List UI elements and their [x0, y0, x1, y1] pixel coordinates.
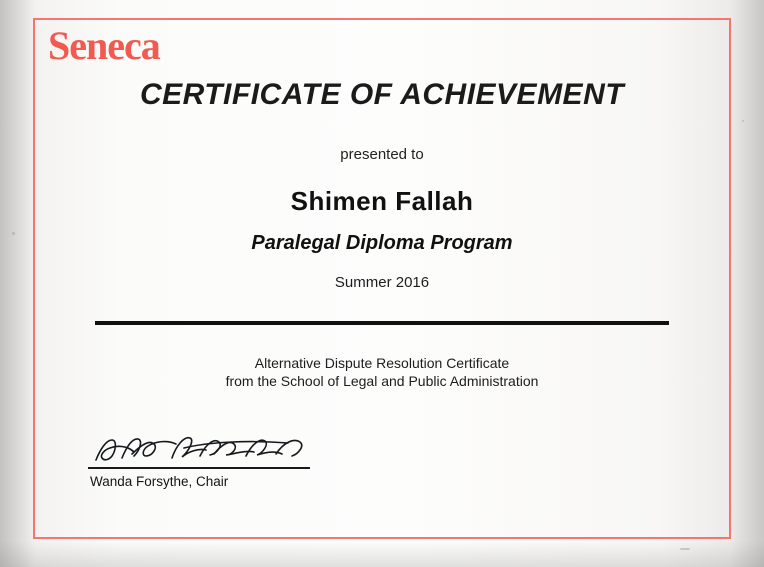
recipient-name: Shimen Fallah	[290, 186, 474, 216]
credential-line-1: Alternative Dispute Resolution Certificate	[254, 355, 510, 371]
term-text: Summer 2016	[334, 274, 430, 291]
signature-line	[88, 467, 310, 469]
signature-icon	[88, 430, 308, 466]
signatory-name: Wanda Forsythe, Chair	[90, 473, 229, 489]
seneca-logo: Seneca	[48, 23, 160, 68]
paper-speck	[680, 548, 690, 550]
page-title: CERTIFICATE OF ACHIEVEMENT	[139, 78, 625, 111]
credential-line-2: from the School of Legal and Public Administration	[225, 373, 539, 389]
presented-to-label: presented to	[340, 146, 424, 163]
program-name: Paralegal Diploma Program	[251, 232, 513, 254]
paper-speck	[742, 120, 744, 122]
divider-rule	[95, 321, 669, 325]
signature-block	[88, 430, 348, 489]
